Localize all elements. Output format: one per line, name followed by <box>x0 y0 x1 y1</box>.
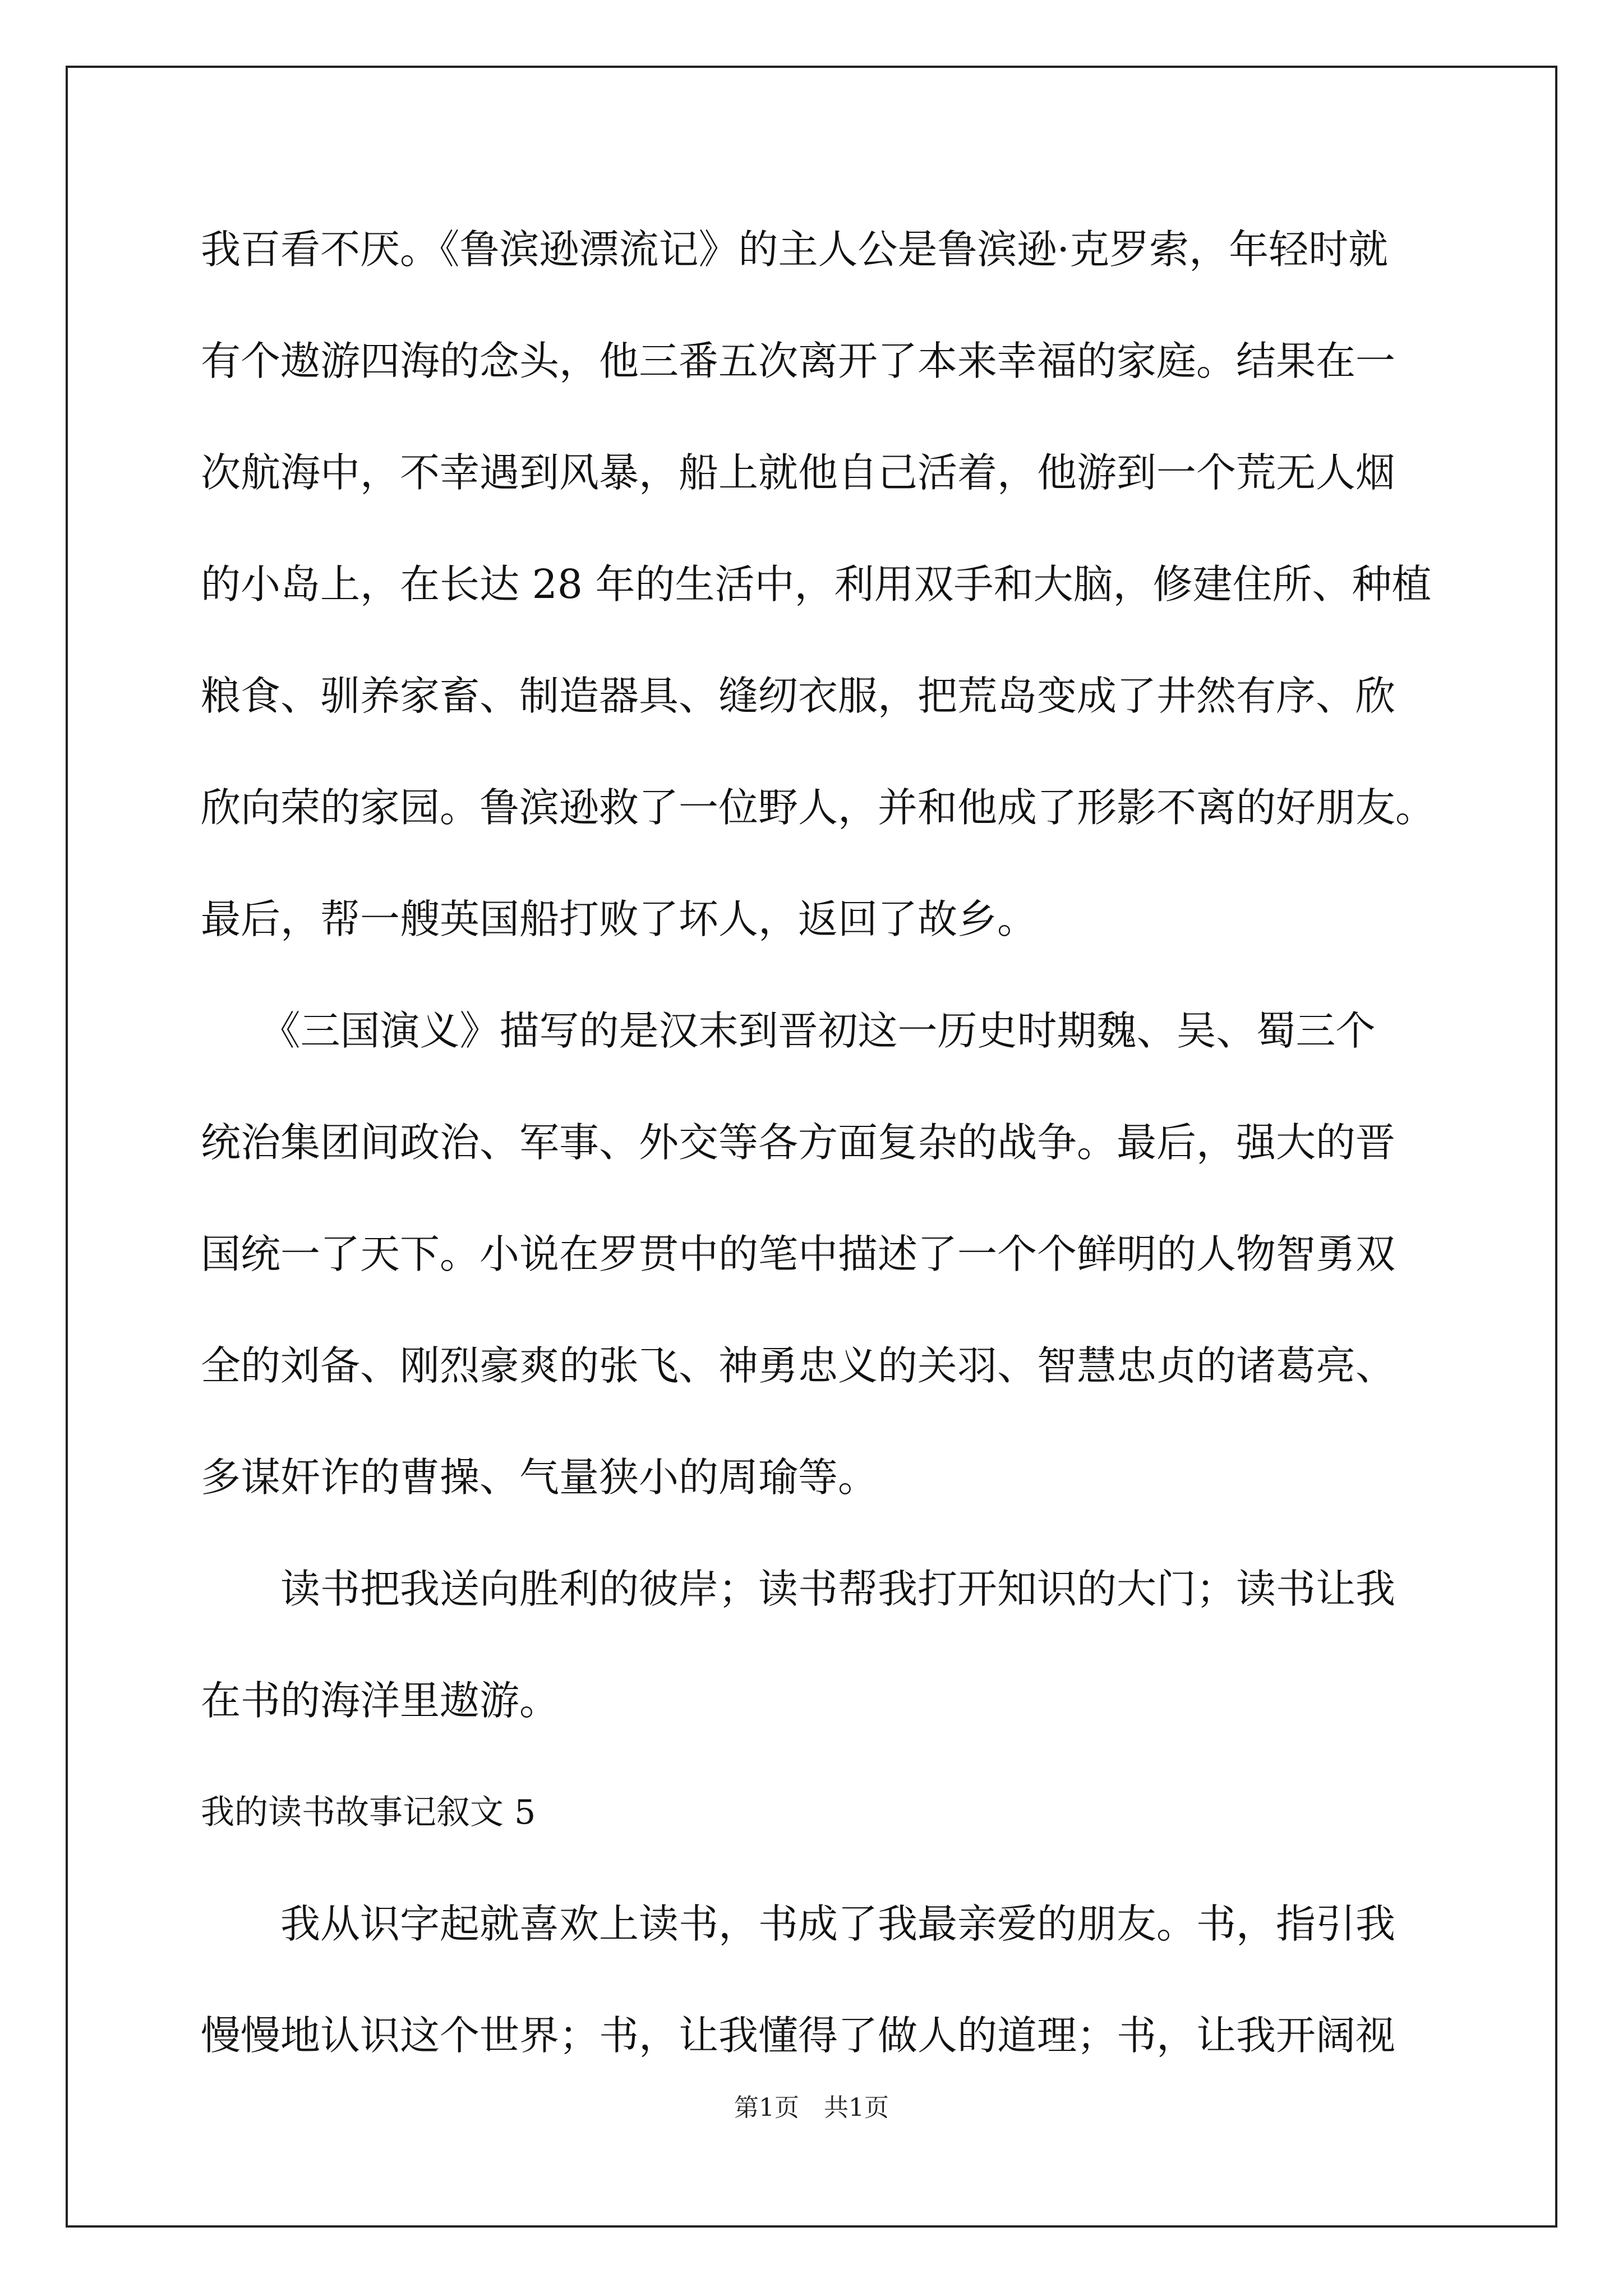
section-heading: 我的读书故事记叙文 5 <box>201 1793 536 1832</box>
text-line: 有个遨游四海的念头，他三番五次离开了本来幸福的家庭。结果在一 <box>201 338 1396 384</box>
page-footer: 第1页 共1页 <box>734 2093 889 2122</box>
text-line: 我百看不厌。《鲁滨逊漂流记》的主人公是鲁滨逊·克罗索，年轻时就 <box>201 226 1389 273</box>
text-line: 欣向荣的家园。鲁滨逊救了一位野人，并和他成了形影不离的好朋友。 <box>201 784 1436 831</box>
text-line: 多谋奸诈的曹操、气量狭小的周瑜等。 <box>201 1454 878 1501</box>
text-line: 最后，帮一艘英国船打败了坏人，返回了故乡。 <box>201 896 1038 942</box>
text-line: 统治集团间政治、军事、外交等各方面复杂的战争。最后，强大的晋 <box>201 1119 1396 1166</box>
text-line: 我从识字起就喜欢上读书，书成了我最亲爱的朋友。书，指引我 <box>201 1901 1396 1947</box>
text-line: 粮食、驯养家畜、制造器具、缝纫衣服，把荒岛变成了井然有序、欣 <box>201 673 1396 719</box>
text-line: 的小岛上，在长达 28 年的生活中，利用双手和大脑，修建住所、种植 <box>201 561 1432 608</box>
text-line: 慢慢地认识这个世界；书，让我懂得了做人的道理；书，让我开阔视 <box>201 2012 1396 2059</box>
document-body <box>201 222 1451 2119</box>
text-line: 在书的海洋里遨游。 <box>201 1677 560 1724</box>
text-line: 读书把我送向胜利的彼岸；读书帮我打开知识的大门；读书让我 <box>201 1566 1396 1612</box>
text-line: 次航海中，不幸遇到风暴，船上就他自己活着，他游到一个荒无人烟 <box>201 449 1396 496</box>
text-line: 全的刘备、刚烈豪爽的张飞、神勇忠义的关羽、智慧忠贞的诸葛亮、 <box>201 1342 1396 1389</box>
text-line: 国统一了天下。小说在罗贯中的笔中描述了一个个鲜明的人物智勇双 <box>201 1231 1396 1277</box>
text-line: 《三国演义》描写的是汉末到晋初这一历史时期魏、吴、蜀三个 <box>201 1007 1376 1054</box>
